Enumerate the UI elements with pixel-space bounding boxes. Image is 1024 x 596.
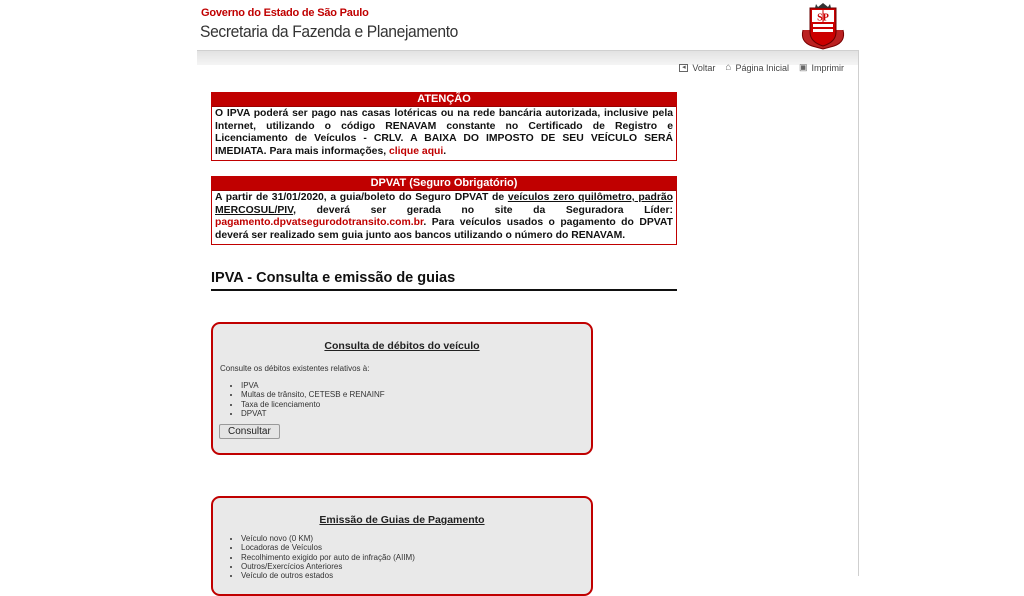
atencao-text — [212, 107, 676, 160]
emissao-panel — [211, 496, 593, 596]
dpvat-box — [211, 176, 677, 245]
dpvat-text-1: A partir de 31/01/2020, a guia/boleto do Seguro DPVAT de — [215, 192, 508, 203]
clique-aqui-link[interactable]: clique aqui — [389, 145, 444, 157]
list-item: • DPVAT — [241, 409, 591, 418]
page-right-border — [858, 50, 859, 576]
imprimir-link[interactable] — [799, 62, 844, 73]
dpvat-text-2: , deverá ser gerada no site da Seguradora Líder: — [293, 204, 673, 216]
list-item[interactable]: • Veículo novo (0 KM) — [241, 534, 591, 543]
list-item: • IPVA — [241, 381, 591, 390]
pagina-inicial-label: Página Inicial — [735, 62, 789, 73]
home-icon: ⌂ — [725, 62, 732, 73]
top-links — [679, 62, 844, 73]
emissao-title[interactable]: Emissão de Guias de Pagamento — [319, 514, 485, 526]
page-title: IPVA - Consulta e emissão de guias — [211, 270, 677, 291]
list-item[interactable]: • Outros/Exercícios Anteriores — [241, 562, 591, 571]
consulta-list — [213, 381, 591, 418]
voltar-link[interactable] — [679, 62, 715, 73]
dpvat-title: DPVAT (Seguro Obrigatório) — [212, 177, 676, 191]
back-icon: ◂ — [679, 64, 688, 72]
atencao-body: O IPVA poderá ser pago nas casas lotéricas ou na rede bancária autorizada, inclusive pela Internet, utilizando o código RENAVAM constante no Certificado de Registro e Licenciamento de Veículos - CRLV. A BAIXA DO IMPOSTO DE SEU VEÍCULO SERÁ IMEDIATA. Para mais informações, — [215, 108, 673, 157]
list-item: • Taxa de licenciamento — [241, 400, 591, 409]
header — [197, 0, 859, 50]
dpvat-text-3: . Para veículos usados o pagamento do DPVAT deverá ser realizado sem guia junto aos bancos utilizando o número do RENAVAM. — [215, 217, 673, 241]
consulta-desc: Consulte os débitos existentes relativos à: — [220, 364, 370, 373]
seal-letters: SP — [817, 12, 829, 24]
pagina-inicial-link[interactable] — [725, 62, 789, 73]
list-item[interactable]: • Recolhimento exigido por auto de infração (AIIM) — [241, 553, 591, 562]
list-item: • Multas de trânsito, CETESB e RENAINF — [241, 390, 591, 399]
list-item[interactable]: • Veículo de outros estados — [241, 571, 591, 580]
list-item[interactable]: • Locadoras de Veículos — [241, 543, 591, 552]
dpvat-site-link[interactable]: pagamento.dpvatsegurodotransito.com.br — [215, 217, 424, 229]
page — [197, 0, 859, 581]
printer-icon: ▣ — [798, 62, 808, 72]
emissao-list — [213, 534, 591, 580]
atencao-end: . — [443, 145, 447, 157]
sp-seal-logo[interactable] — [798, 2, 848, 50]
dpvat-zero-km-link[interactable]: veículos zero quilômetro, padrão MERCOSUL/PIV — [215, 192, 674, 216]
consultar-button[interactable]: Consultar — [219, 424, 280, 439]
atencao-title: ATENÇÃO — [212, 93, 676, 107]
atencao-box — [211, 92, 677, 161]
secretaria-name: Secretaria da Fazenda e Planejamento — [200, 22, 459, 41]
government-name: Governo do Estado de São Paulo — [201, 7, 369, 19]
dpvat-text — [212, 191, 676, 244]
imprimir-label: Imprimir — [811, 62, 844, 73]
consulta-panel — [211, 322, 593, 455]
voltar-label: Voltar — [692, 62, 716, 73]
consulta-title[interactable]: Consulta de débitos do veículo — [324, 340, 480, 352]
